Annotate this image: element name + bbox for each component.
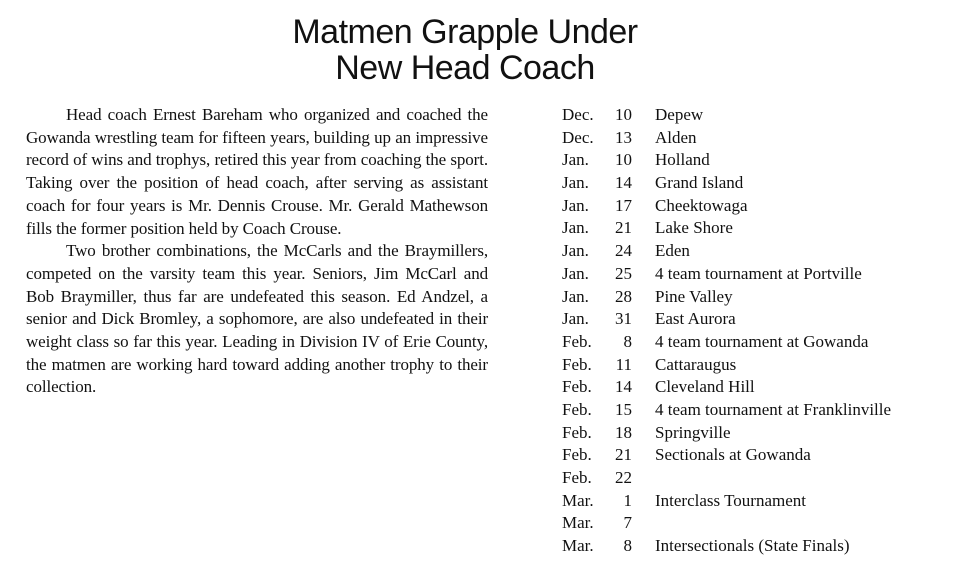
schedule-opponent: Cheektowaga	[655, 195, 748, 215]
schedule-opponent: Alden	[655, 127, 697, 147]
schedule-month: Jan.	[562, 241, 589, 261]
article-paragraph-1: Head coach Ernest Bareham who organized and coached the Gowanda wrestling team for fifteen years, building up an impressive record of wins and trophys, retired this year from coaching the sport. Taking over the position of head coach, after serving as assistant coach for four years is Mr. Dennis Crouse. Mr. Gerald Mathewson fills the former position held by Coach Crouse.	[26, 105, 488, 238]
schedule-opponent: Cattaraugus	[655, 354, 737, 374]
schedule-row	[562, 331, 957, 354]
schedule-month: Jan.	[562, 218, 589, 238]
schedule-opponent: 4 team tournament at Franklinville	[655, 399, 892, 419]
schedule-month: Feb.	[562, 422, 592, 442]
schedule-day: 10	[615, 150, 632, 170]
schedule-opponent: 4 team tournament at Portville	[655, 263, 862, 283]
article-paragraph-2: Two brother combinations, the McCarls and the Braymillers, competed on the varsity team this year. Seniors, Jim McCarl and Bob Braymiller, thus far are undefeated this season. Ed Andzel, a senior and Dick Bromley, a sophomore, are also undefeated in their weight class so far this year. Leading in Division IV of Erie County, the matmen are working hard toward adding another trophy to their collection.	[26, 241, 488, 397]
schedule-opponent: Pine Valley	[655, 286, 733, 306]
schedule-day: 10	[615, 105, 632, 124]
schedule-month: Jan.	[562, 309, 589, 329]
schedule-day: 8	[623, 536, 632, 556]
schedule-month: Jan.	[562, 173, 589, 193]
schedule-row	[562, 217, 957, 240]
schedule-day: 21	[615, 218, 632, 238]
schedule-row	[562, 104, 957, 127]
schedule-day: 15	[615, 399, 632, 419]
schedule-row	[562, 240, 957, 263]
schedule-day: 11	[615, 354, 632, 374]
schedule-opponent: Grand Island	[655, 173, 744, 193]
schedule-month: Feb.	[562, 399, 592, 419]
schedule-month: Dec.	[562, 105, 594, 124]
schedule-opponent: Lake Shore	[655, 218, 733, 238]
schedule-month: Jan.	[562, 263, 589, 283]
schedule-row	[562, 422, 957, 445]
schedule-row	[562, 127, 957, 150]
schedule-day: 7	[623, 513, 632, 533]
schedule-month: Feb.	[562, 377, 592, 397]
schedule-row	[562, 286, 957, 309]
page-title	[0, 14, 930, 86]
title-line-2: New Head Coach	[335, 49, 595, 87]
schedule-day: 24	[615, 241, 632, 261]
schedule-day: 31	[615, 309, 632, 329]
schedule-day: 1	[623, 490, 632, 510]
schedule-day: 22	[615, 468, 632, 487]
schedule-row	[562, 376, 957, 399]
schedule-day: 25	[615, 263, 632, 283]
schedule-month: Jan.	[562, 195, 589, 215]
schedule-day: 8	[623, 331, 632, 351]
schedule-day: 17	[615, 195, 632, 215]
schedule-month: Mar.	[562, 513, 594, 533]
schedule-month: Feb.	[562, 445, 592, 465]
schedule-day: 14	[615, 377, 632, 397]
schedule-row	[562, 149, 957, 172]
schedule-opponent: Cleveland Hill	[655, 377, 755, 397]
schedule-day: 18	[615, 422, 632, 442]
schedule-opponent: Holland	[655, 150, 710, 170]
schedule-row	[562, 195, 957, 218]
schedule-opponent: Depew	[655, 105, 704, 124]
schedule-row	[562, 535, 957, 558]
schedule-month: Jan.	[562, 286, 589, 306]
schedule-day: 28	[615, 286, 632, 306]
title-line-1: Matmen Grapple Under	[292, 13, 638, 51]
schedule-opponent: East Aurora	[655, 309, 736, 329]
schedule-row	[562, 263, 957, 286]
schedule-day: 13	[615, 127, 632, 147]
schedule-opponent: 4 team tournament at Gowanda	[655, 331, 869, 351]
schedule-opponent: Sectionals at Gowanda	[655, 445, 811, 465]
schedule-row	[562, 308, 957, 331]
schedule-month: Mar.	[562, 490, 594, 510]
schedule-month: Feb.	[562, 354, 592, 374]
schedule-row	[562, 444, 957, 467]
schedule-opponent: Eden	[655, 241, 690, 261]
schedule-opponent: Springville	[655, 422, 731, 442]
schedule-row	[562, 490, 957, 513]
wrestling-schedule	[562, 104, 957, 558]
schedule-month: Mar.	[562, 536, 594, 556]
schedule-opponent: Interclass Tournament	[655, 490, 806, 510]
schedule-row	[562, 467, 957, 490]
schedule-row	[562, 172, 957, 195]
schedule-row	[562, 399, 957, 422]
schedule-row	[562, 512, 957, 535]
schedule-opponent: Intersectionals (State Finals)	[655, 536, 850, 556]
schedule-month: Jan.	[562, 150, 589, 170]
schedule-month: Feb.	[562, 468, 592, 487]
schedule-day: 21	[615, 445, 632, 465]
schedule-month: Feb.	[562, 331, 592, 351]
schedule-row	[562, 354, 957, 377]
schedule-month: Dec.	[562, 127, 594, 147]
article-body	[26, 104, 488, 399]
schedule-day: 14	[615, 173, 632, 193]
